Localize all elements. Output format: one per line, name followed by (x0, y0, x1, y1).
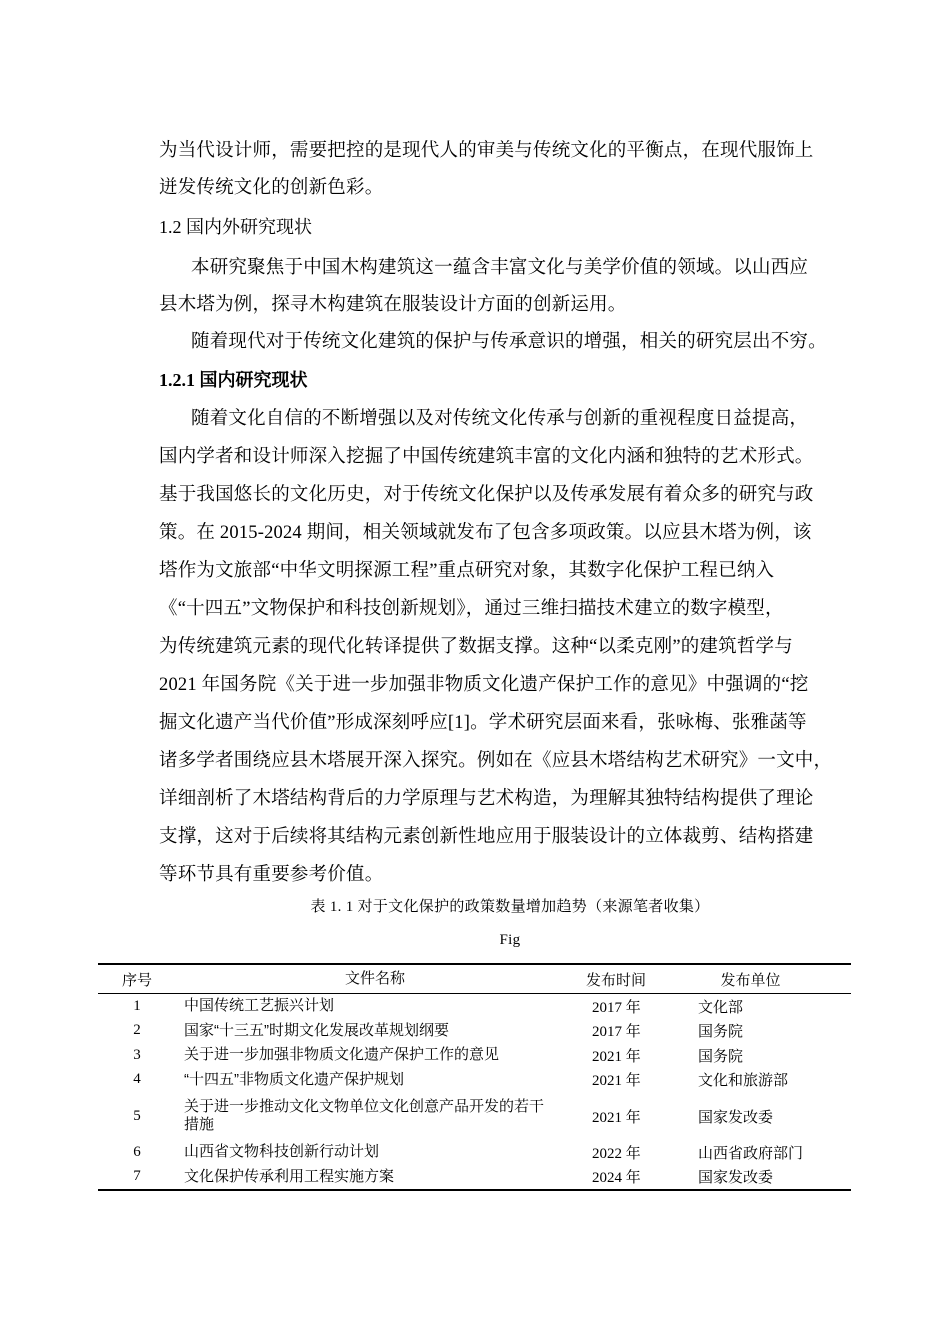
paragraph-line: 诸多学者围绕应县木塔展开深入探究。例如在《应县木塔结构艺术研究》一文中， (159, 751, 833, 771)
paragraph-line: 为传统建筑元素的现代化转译提供了数据支撑。这种“以柔克刚”的建筑哲学与 (159, 637, 793, 657)
cell-time: 2021 年 (592, 1109, 641, 1126)
cell-name: 关于进一步推动文化文物单位文化创意产品开发的若干措施 (184, 1098, 545, 1133)
paragraph-line: 塔作为文旅部“中华文明探源工程”重点研究对象，其数字化保护工程已纳入 (159, 561, 775, 581)
section-heading-1-2: 1.2 国内外研究现状 (159, 217, 312, 237)
table-row (98, 994, 851, 1019)
paragraph-line: 县木塔为例，探寻木构建筑在服装设计方面的创新运用。 (159, 295, 627, 315)
section-heading-1-2-1: 1.2.1 国内研究现状 (159, 370, 308, 390)
cell-name: 国家“十三五”时期文化发展改革规划纲要 (184, 1021, 449, 1039)
cell-name: “十四五”非物质文化遗产保护规划 (184, 1070, 404, 1088)
cell-unit: 国务院 (698, 1023, 744, 1041)
header-name: 文件名称 (344, 970, 405, 987)
cell-unit: 国家发改委 (698, 1108, 774, 1126)
cell-time: 2021 年 (592, 1048, 641, 1065)
table-row (98, 1019, 851, 1044)
paragraph-line: 随着文化自信的不断增强以及对传统文化传承与创新的重视程度日益提高， (191, 409, 809, 429)
policy-table (98, 963, 851, 1191)
cell-time: 2017 年 (592, 999, 641, 1016)
table-caption-english: Fig (499, 932, 521, 948)
table-caption: 表 1. 1 对于文化保护的政策数量增加趋势（来源笔者收集） (310, 899, 710, 915)
cell-unit: 山西省政府部门 (698, 1144, 804, 1162)
paragraph-line: 掘文化遗产当代价值”形成深刻呼应[1]。学术研究层面来看，张咏梅、张雅菡等 (159, 713, 807, 733)
table-row (98, 1092, 851, 1140)
cell-time: 2021 年 (592, 1073, 641, 1090)
cell-name: 山西省文物科技创新行动计划 (184, 1143, 380, 1161)
cell-name: 中国传统工艺振兴计划 (184, 997, 335, 1015)
table-row (98, 1068, 851, 1093)
paragraph-line: 详细剖析了木塔结构背后的力学原理与艺术构造，为理解其独特结构提供了理论 (159, 789, 814, 809)
table-bottom-rule (98, 1189, 851, 1191)
cell-time: 2022 年 (592, 1145, 641, 1162)
paragraph-line: 基于我国悠长的文化历史，对于传统文化保护以及传承发展有着众多的研究与政 (159, 485, 814, 505)
cell-unit: 国家发改委 (698, 1169, 774, 1187)
cell-name: 关于进一步加强非物质文化遗产保护工作的意见 (184, 1046, 500, 1064)
paragraph-line: 2021 年国务院《关于进一步加强非物质文化遗产保护工作的意见》中强调的“挖 (159, 675, 809, 695)
paragraph-line: 等环节具有重要参考价值。 (159, 865, 384, 885)
header-time: 发布时间 (585, 971, 646, 989)
paragraph-line: 本研究聚焦于中国木构建筑这一蕴含丰富文化与美学价值的领域。以山西应 (191, 258, 809, 278)
table-header-row (98, 965, 851, 993)
table-row (98, 1043, 851, 1068)
paragraph-line: 国内学者和设计师深入挖掘了中国传统建筑丰富的文化内涵和独特的艺术形式。 (159, 447, 814, 467)
cell-no: 7 (133, 1168, 141, 1185)
header-unit: 发布单位 (720, 971, 781, 989)
cell-unit: 文化和旅游部 (698, 1072, 789, 1090)
cell-no: 6 (133, 1143, 141, 1160)
cell-no: 2 (133, 1022, 141, 1039)
cell-time: 2024 年 (592, 1170, 641, 1187)
cell-unit: 国务院 (698, 1047, 744, 1065)
cell-time: 2017 年 (592, 1024, 641, 1041)
paragraph-line: 迸发传统文化的创新色彩。 (159, 178, 384, 198)
cell-no: 3 (133, 1046, 141, 1063)
paragraph-line: 策。在 2015-2024 期间，相关领域就发布了包含多项政策。以应县木塔为例，该 (159, 523, 812, 543)
cell-no: 5 (133, 1107, 141, 1124)
cell-name: 文化保护传承利用工程实施方案 (184, 1167, 395, 1185)
header-no: 序号 (121, 971, 152, 989)
paragraph-line: 随着现代对于传统文化建筑的保护与传承意识的增强，相关的研究层出不穷。 (191, 332, 827, 352)
table-row (98, 1165, 851, 1190)
table-row (98, 1140, 851, 1165)
cell-unit: 文化部 (698, 998, 744, 1016)
paragraph-line: 《“十四五”文物保护和科技创新规划》，通过三维扫描技术建立的数字模型， (159, 599, 784, 619)
paragraph-line: 为当代设计师，需要把控的是现代人的审美与传统文化的平衡点，在现代服饰上 (159, 141, 814, 161)
cell-no: 4 (133, 1071, 141, 1088)
cell-no: 1 (133, 997, 141, 1014)
paragraph-line: 支撑，这对于后续将其结构元素创新性地应用于服装设计的立体裁剪、结构搭建 (159, 827, 814, 847)
